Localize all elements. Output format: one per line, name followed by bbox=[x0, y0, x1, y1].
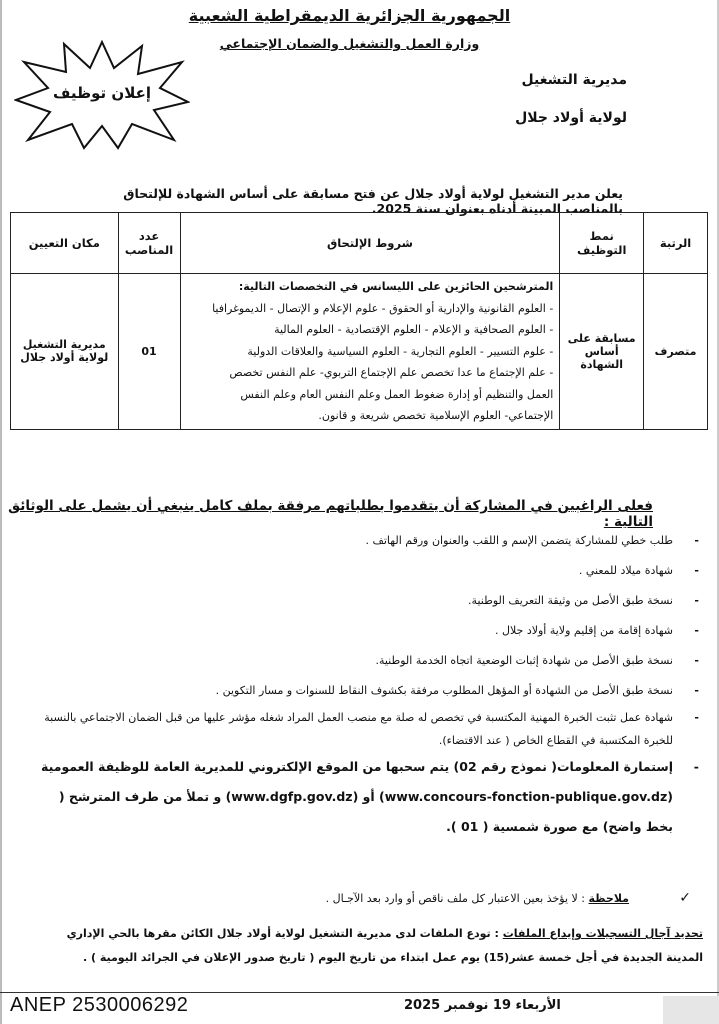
condition-line: - علم الإجتماع ما عدا تخصص علم الإجتماع التربوي- علم النفس تخصص bbox=[229, 366, 554, 379]
condition-line: العمل والتنظيم أو إدارة ضغوط العمل وعلم النفس العام وعلم النفس bbox=[240, 387, 554, 401]
documents-title: فعلى الراغبين في المشاركة أن يتقدموا بطلباتهم مرفقة بملف كامل ينبغي أن يشمل على الوثائق التالية : bbox=[8, 498, 653, 530]
announcement-starburst bbox=[14, 40, 190, 150]
list-item: - شهادة عمل تثبت الخبرة المهنية المكتسبة في تخصص له صلة مع منصب العمل المراد شغله مؤشر عليها من قبل الضمان الاجتماعي بالنسبة للخبرة المكتسبة في القطاع الخاص ( عند الاقتضاء). bbox=[30, 706, 689, 752]
footer-divider bbox=[0, 992, 719, 993]
bullet-icon: - bbox=[694, 564, 699, 577]
bullet-icon: - bbox=[694, 624, 699, 637]
intro-text: يعلن مدير التشغيل لولاية أولاد جلال عن فتح مسابقة على أساس الشهادة للإلتحاق بالمناصب المبينة أدناه بعنوان سنة 2025. bbox=[123, 186, 623, 216]
list-item: - شهادة إقامة من إقليم ولاية أولاد جلال . bbox=[30, 616, 689, 646]
header-count: عدد المناصب bbox=[118, 213, 180, 274]
list-item: - طلب خطي للمشاركة يتضمن الإسم و اللقب والعنوان ورقم الهاتف . bbox=[30, 526, 689, 556]
directorate-name: مديرية التشغيل bbox=[521, 72, 627, 88]
condition-line: - العلوم الصحافية و الإعلام - العلوم الإقتصادية - العلوم المالية bbox=[274, 323, 554, 336]
corner-fragment bbox=[663, 996, 719, 1024]
bullet-icon: - bbox=[693, 759, 699, 774]
bullet-icon: - bbox=[694, 711, 699, 724]
list-item: - نسخة طبق الأصل من شهادة إثبات الوضعية اتجاه الخدمة الوطنية. bbox=[30, 646, 689, 676]
list-item: - شهادة ميلاد للمعني . bbox=[30, 556, 689, 586]
note-text: : لا يؤخذ بعين الاعتبار كل ملف ناقص أو وارد بعد الآجـال . bbox=[325, 892, 586, 905]
note bbox=[325, 890, 691, 906]
header-conditions: شروط الإلتحاق bbox=[180, 213, 560, 274]
documents-list bbox=[30, 526, 699, 842]
cell-count: 01 bbox=[118, 274, 180, 430]
deadline-label: تحديد آجال التسجيلات وإيداع الملفات bbox=[502, 927, 703, 940]
header-place: مكان التعيين bbox=[11, 213, 119, 274]
bullet-icon: - bbox=[694, 534, 699, 547]
ministry-title: وزارة العمل والتشغيل والضمان الإجتماعي bbox=[219, 36, 480, 51]
checkmark-icon: ✓ bbox=[679, 890, 691, 906]
cell-conditions bbox=[180, 274, 560, 430]
condition-line: - العلوم القانونية والإدارية أو الحقوق - علوم الإعلام و الإتصال - الديموغرافيا bbox=[212, 301, 554, 315]
anep-reference: ANEP 2530006292 bbox=[10, 994, 189, 1016]
condition-line: المترشحين الحائزين على الليسانس في التخصصات التالية: bbox=[238, 280, 554, 293]
deadline-paragraph bbox=[28, 922, 703, 970]
cell-mode: مسابقة على أساس الشهادة bbox=[560, 274, 644, 430]
bullet-icon: - bbox=[694, 654, 699, 667]
list-item: - نسخة طبق الأصل من وثيقة التعريف الوطنية. bbox=[30, 586, 689, 616]
list-item: - إستمارة المعلومات( نموذج رقم 02) يتم سحبها من الموقع الإلكتروني للمديرية العامة للوظيفة العمومية (www.concours-fonction-publique.gov.dz) أو (www.dgfp.gov.dz) و تملأ من طرف المترشح ( بخط واضح) مع صورة شمسية ( 01 ). bbox=[30, 752, 689, 842]
condition-line: الإجتماعي- العلوم الإسلامية تخصص شريعة و قانون. bbox=[318, 409, 554, 422]
table-header-row bbox=[11, 213, 708, 274]
cell-place: مديرية التشغيل لولاية أولاد جلال bbox=[11, 274, 119, 430]
cell-rank: متصرف bbox=[644, 274, 708, 430]
list-item: - نسخة طبق الأصل من الشهادة أو المؤهل المطلوب مرفقة بكشوف النقاط للسنوات و مسار التكوين . bbox=[30, 676, 689, 706]
republic-title: الجمهورية الجزائرية الديمقراطية الشعبية bbox=[188, 6, 511, 25]
announcement-label: إعلان توظيف bbox=[53, 84, 151, 102]
deadline-text: : تودع الملفات لدى مديرية التشغيل لولاية أولاد جلال الكائن مقرها بالحي الإداري المدينة الجديدة في أجل خمسة عشر(15) يوم عمل ابتداء من تاريخ اليوم ( تاريخ صدور الإعلان في الجرائد اليومية ) . bbox=[66, 927, 703, 964]
bullet-icon: - bbox=[694, 594, 699, 607]
publication-date: الأربعاء 19 نوفمبر 2025 bbox=[404, 998, 561, 1013]
condition-line: - علوم التسيير - العلوم التجارية - العلوم السياسية والعلاقات الدولية bbox=[247, 344, 554, 358]
bullet-icon: - bbox=[694, 684, 699, 697]
header-rank: الرتبة bbox=[644, 213, 708, 274]
wilaya-name: لولاية أولاد جلال bbox=[515, 110, 627, 126]
header-mode: نمط التوظيف bbox=[560, 213, 644, 274]
table-row bbox=[11, 274, 708, 430]
note-label: ملاحظة bbox=[588, 892, 629, 905]
positions-table bbox=[10, 212, 708, 430]
